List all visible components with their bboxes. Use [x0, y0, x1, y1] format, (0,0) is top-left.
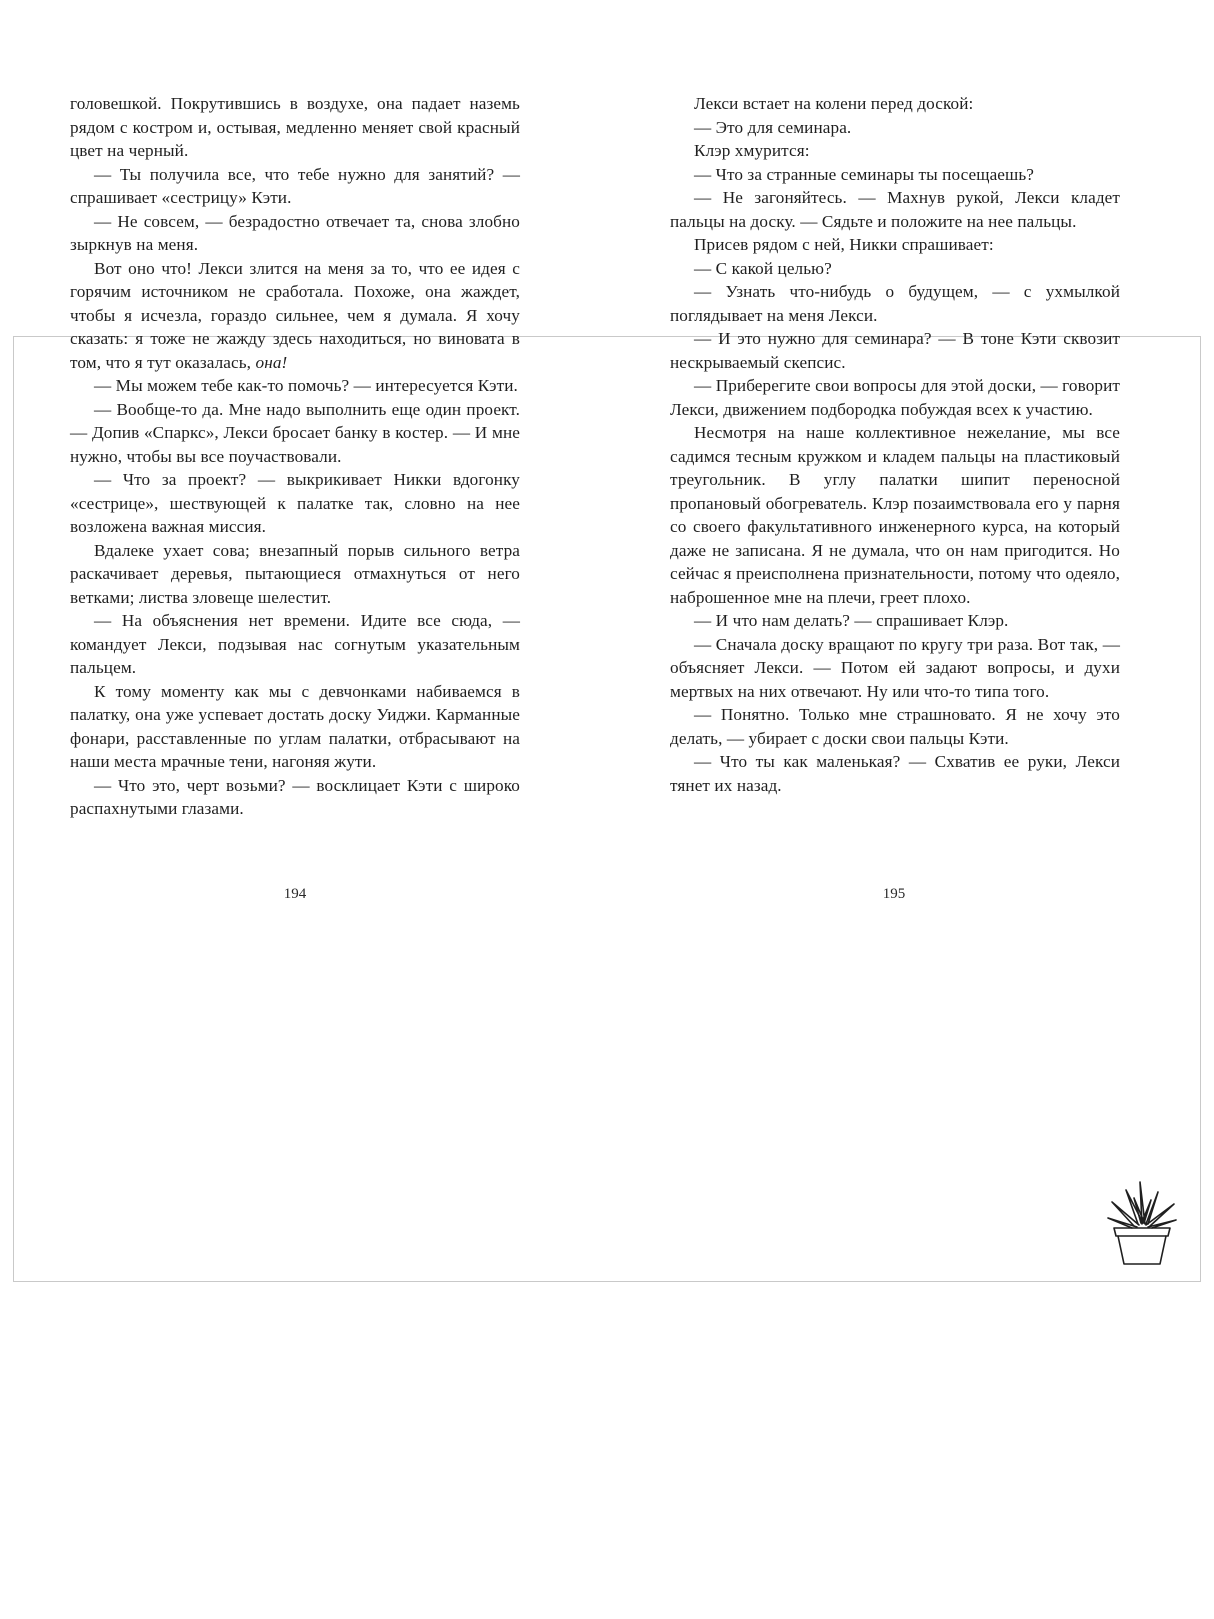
paragraph: — Мы можем тебе как-то помочь? — интересуется Кэти. — [94, 376, 518, 395]
paragraph: головешкой. Покрутившись в воздухе, она падает наземь рядом с костром и, остывая, медленно меняет свой красный цвет на черный. — [70, 94, 520, 160]
paragraph: Клэр хмурится: — [694, 141, 810, 160]
paragraph: — Что за проект? — выкрикивает Никки вдогонку «сестрице», шествующей к палатке так, словно на нее возложена важная миссия. — [70, 470, 520, 536]
paragraph: — Понятно. Только мне страшновато. Я не хочу это делать, — убирает с доски свои пальцы Кэти. — [670, 705, 1120, 748]
paragraph: Присев рядом с ней, Никки спрашивает: — [694, 235, 994, 254]
potted-plant-icon — [1104, 1176, 1180, 1268]
paragraph: — И что нам делать? — спрашивает Клэр. — [694, 611, 1009, 630]
paragraph: Вдалеке ухает сова; внезапный порыв сильного ветра раскачивает деревья, пытающиеся отмахнуться от него ветками; листва зловеще шелестит. — [70, 540, 520, 607]
paragraph: — И это нужно для семинара? — В тоне Кэти сквозит нескрываемый скепсис. — [670, 329, 1120, 372]
paragraph: — Вообще-то да. Мне надо выполнить еще один проект. — Допив «Спаркс», Лекси бросает банку в костер. — И мне нужно, чтобы вы все поучаствовали. — [70, 399, 520, 466]
paragraph: — На объяснения нет времени. Идите все сюда, — командует Лекси, подзывая нас согнутым указательным пальцем. — [70, 611, 520, 677]
page-number-left: 194 — [283, 886, 307, 902]
left-page — [70, 92, 520, 821]
paragraph: — Что это, черт возьми? — восклицает Кэти с широко распахнутыми глазами. — [70, 775, 520, 818]
paragraph: — С какой целью? — [694, 258, 832, 278]
paragraph: — Ты получила все, что тебе нужно для занятий? — спрашивает «сестрицу» Кэти. — [70, 164, 520, 207]
paragraph: Несмотря на наше коллективное нежелание, мы все садимся тесным кружком и кладем пальцы на пластиковый треугольник. В углу палатки шипит переносной пропановый обогреватель. Клэр позаимствовала его у парня со своего факультативного инженерного курса, на который даже не записана. Я не думала, что он нам пригодится. Но сейчас я преисполнена признательности, потому что одеяло, наброшенное мне на плечи, греет плохо. — [670, 423, 1120, 607]
paragraph: — Не загоняйтесь. — Махнув рукой, Лекси кладет пальцы на доску. — Сядьте и положите на нее пальцы. — [670, 188, 1120, 231]
paragraph-with-emphasis — [70, 257, 520, 375]
paragraph: — Что за странные семинары ты посещаешь? — [694, 164, 1035, 184]
emphasis-text: она! — [255, 352, 288, 372]
paragraph: — Не совсем, — безрадостно отвечает та, снова злобно зыркнув на меня. — [70, 211, 520, 254]
paragraph-text: Вот оно что! Лекси злится на меня за то, что ее идея с горячим источником не сработала. Похоже, она жаждет, чтобы я исчезла, гораздо сильнее, чем я думала. Я хочу сказать: я тоже не жажду здесь находиться, но виновата в том, что я тут оказалась, — [70, 258, 520, 372]
paragraph: Лекси встает на колени перед доской: — [694, 94, 974, 113]
right-page — [670, 92, 1120, 797]
page-number-right: 195 — [882, 886, 906, 902]
paragraph: — Что ты как маленькая? — Схватив ее руки, Лекси тянет их назад. — [670, 752, 1120, 795]
paragraph: — Это для семинара. — [694, 117, 852, 137]
paragraph: К тому моменту как мы с девчонками набиваемся в палатку, она уже успевает достать доску Уиджи. Карманные фонари, расставленные по углам палатки, отбрасывают на наши места мрачные тени, нагоняя жути. — [70, 681, 520, 771]
paragraph: — Приберегите свои вопросы для этой доски, — говорит Лекси, движением подбородка побуждая всех к участию. — [670, 376, 1120, 419]
paragraph: — Сначала доску вращают по кругу три раза. Вот так, — объясняет Лекси. — Потом ей задают вопросы, и духи мертвых на них отвечают. Ну или что-то типа того. — [670, 634, 1120, 701]
paragraph: — Узнать что-нибудь о будущем, — с ухмылкой поглядывает на меня Лекси. — [670, 282, 1120, 325]
